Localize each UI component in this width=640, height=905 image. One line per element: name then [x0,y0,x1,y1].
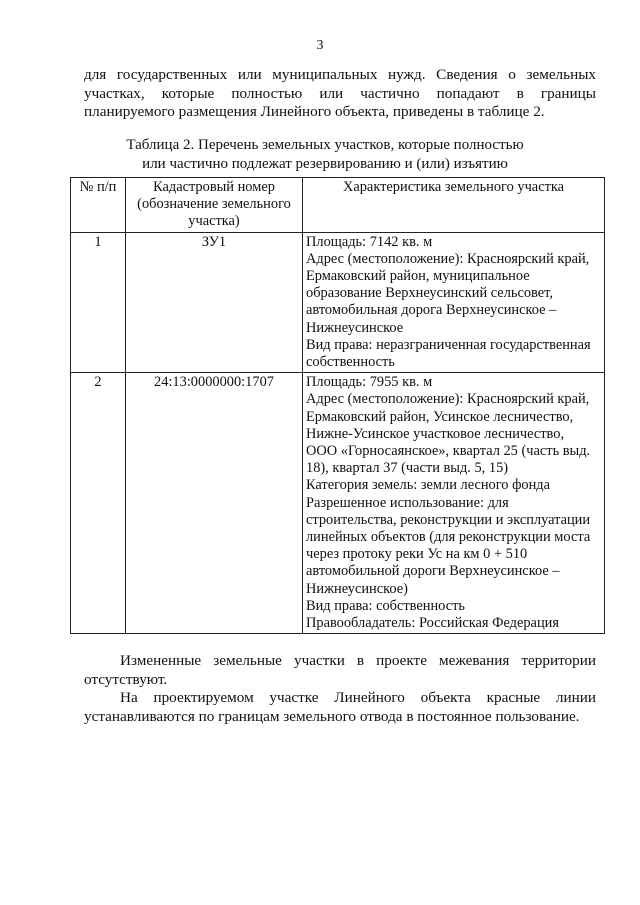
header-num: № п/п [71,178,126,233]
header-cadastral-line: участка) [188,213,240,230]
caption-line: или частично подлежат резервированию и (или) изъятию [142,156,508,172]
closing-paragraphs [84,652,596,726]
characteristic-line: Правообладатель: Российская Федерация [306,615,559,632]
table-header-row [71,178,605,233]
intro-line: для государственных или муниципальных нужд. Сведения о земельных [84,66,596,83]
characteristic-line: собственность [306,354,395,371]
changed-plots-line: Измененные земельные участки в проекте межевания территории [120,652,596,669]
header-characteristics: Характеристика земельного участка [303,178,605,233]
page-number: 3 [316,38,324,53]
row-characteristics [303,232,605,373]
characteristic-line: автомобильной дороги Верхнеусинское – [306,563,560,580]
changed-plots-line: отсутствуют. [84,670,168,688]
row-num: 1 [71,232,126,373]
characteristic-line: Площадь: 7142 кв. м [306,233,433,250]
red-lines-line: устанавливаются по границам земельного отвода в постоянное пользование. [84,707,580,725]
header-cadastral-line: Кадастровый номер [153,179,275,195]
table-row [71,232,605,373]
characteristic-line: Нижнеусинское [306,319,404,336]
characteristic-line: Категория земель: земли лесного фонда [306,477,550,494]
characteristic-line: ООО «Горносаянское», квартал 25 (часть выд. [306,443,591,460]
characteristic-line: строительства, реконструкции и эксплуатации [306,511,591,528]
characteristic-line: 18), квартал 37 (части выд. 5, 15) [306,460,509,477]
header-cadastral [126,178,303,233]
characteristic-line: Адрес (местоположение): Красноярский край, [306,250,590,267]
characteristic-line: Площадь: 7955 кв. м [306,374,433,391]
row-characteristics [303,373,605,634]
characteristic-line: линейных объектов (для реконструкции моста [306,529,591,546]
red-lines-line: На проектируемом участке Линейного объекта красные линии [120,689,596,706]
characteristic-line: Нижнеусинское) [306,580,408,597]
intro-line: участках, которые полностью или частично попадают в границы [84,84,596,102]
characteristic-line: Нижне-Усинское участковое лесничество, [306,425,565,442]
intro-line: планируемого размещения Линейного объекта, приведены в таблице 2. [84,103,545,120]
characteristic-line: Ермаковский район, муниципальное [306,268,530,285]
characteristic-line: Ермаковский район, Усинское лесничество, [306,408,574,425]
characteristic-line: образование Верхнеусинский сельсовет, [306,285,553,302]
header-cadastral-line: (обозначение земельного [137,196,291,213]
caption-line: Таблица 2. Перечень земельных участков, которые полностью [126,137,524,153]
characteristic-line: Адрес (местоположение): Красноярский край, [306,391,590,408]
characteristic-line: автомобильная дорога Верхнеусинское – [306,302,557,319]
land-plots-table [70,177,605,634]
row-num: 2 [71,373,126,634]
table-caption [90,136,560,174]
table-row [71,373,605,634]
characteristic-line: Разрешенное использование: для [306,494,509,511]
intro-paragraph [84,66,596,122]
row-cadastral: 24:13:0000000:1707 [126,373,303,634]
characteristic-line: через протоку реки Ус на км 0 + 510 [306,546,528,563]
row-cadastral: ЗУ1 [126,232,303,373]
characteristic-line: Вид права: неразграниченная государственная [306,336,591,353]
characteristic-line: Вид права: собственность [306,597,465,614]
